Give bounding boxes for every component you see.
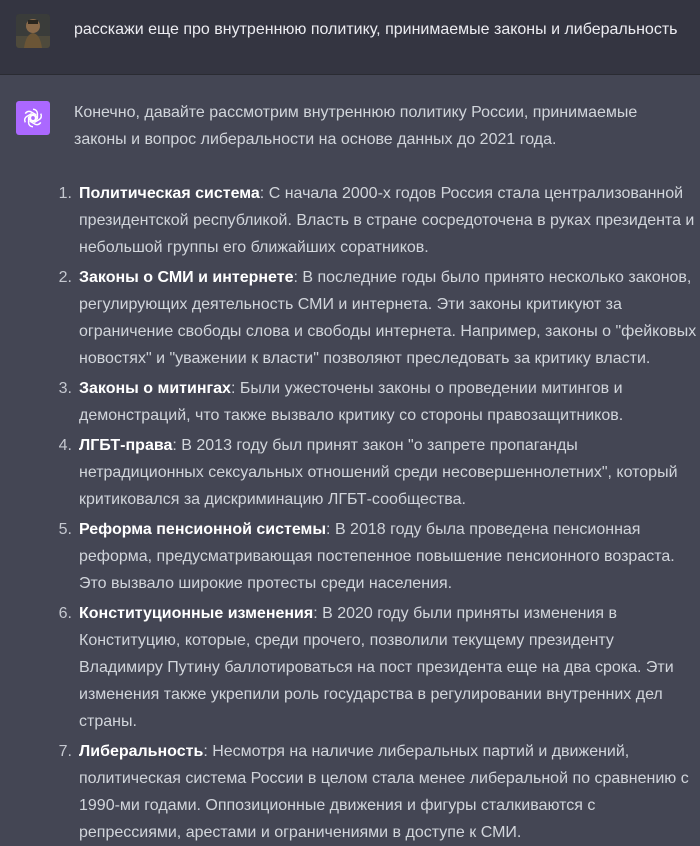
list-number: 5.: [58, 521, 72, 538]
list-item-term: Законы о СМИ и интернете: [79, 269, 294, 286]
assistant-message-content: [58, 99, 700, 846]
list-item: [58, 264, 700, 372]
user-message-text: расскажи еще про внутреннюю политику, принимаемые законы и либеральность: [74, 21, 678, 38]
user-message-row: [0, 0, 700, 75]
user-avatar-image: [16, 14, 50, 48]
openai-logo-icon: [21, 106, 45, 130]
list-item: [58, 432, 700, 513]
list-item: [58, 516, 700, 597]
list-number: 7.: [58, 743, 72, 760]
list-item-term: Конституционные изменения: [79, 605, 314, 622]
user-avatar: [16, 14, 50, 48]
list-item-term: Реформа пенсионной системы: [79, 521, 327, 538]
list-item: [58, 738, 700, 846]
list-item-text: : Несмотря на наличие либеральных партий и движений, политическая система России в целом стала менее либеральной по сравнению с 1990-ми годами. Оппозиционные движения и фигуры сталкиваются с репрессиями, арестами и ограничениями в доступе к СМИ.: [79, 743, 689, 841]
list-number: 1.: [58, 185, 72, 202]
policy-list: [58, 180, 700, 846]
list-item-term: ЛГБТ-права: [79, 437, 173, 454]
list-number: 4.: [58, 437, 72, 454]
list-item: [58, 180, 700, 261]
list-number: 2.: [58, 269, 72, 286]
list-item-text: : Были ужесточены законы о проведении митингов и демонстраций, что также вызвало критику со стороны правозащитников.: [79, 380, 624, 424]
list-item-text: : В 2018 году была проведена пенсионная реформа, предусматривающая постепенное повышение пенсионного возраста. Это вызвало широкие протесты среди населения.: [79, 521, 675, 592]
list-item-text: : В 2020 году были приняты изменения в Конституцию, которые, среди прочего, позволили текущему президенту Владимиру Путину баллотироваться на пост президента еще на два срока. Эти изменения также укрепили роль государства в регулировании внутренних дел страны.: [79, 605, 674, 730]
list-item: [58, 600, 700, 735]
list-item-text: : В 2013 году был принят закон "о запрете пропаганды нетрадиционных сексуальных отношений среди несовершеннолетних", который критиковался за дискриминацию ЛГБТ-сообщества.: [79, 437, 678, 508]
assistant-intro: Конечно, давайте рассмотрим внутреннюю политику России, принимаемые законы и вопрос либеральности на основе данных до 2021 года.: [74, 104, 638, 148]
list-number: 6.: [58, 605, 72, 622]
list-item-term: Законы о митингах: [79, 380, 231, 397]
list-item-term: Либеральность: [79, 743, 204, 760]
assistant-message-row: [0, 75, 700, 841]
list-item: [58, 375, 700, 429]
list-item-term: Политическая система: [79, 185, 260, 202]
list-item-text: : С начала 2000-х годов Россия стала централизованной президентской республикой. Власть в стране сосредоточена в руках президента и небольшой группы его ближайших соратников.: [79, 185, 695, 256]
list-number: 3.: [58, 380, 72, 397]
list-item-text: : В последние годы было принято несколько законов, регулирующих деятельность СМИ и интернета. Эти законы критикуют за ограничение свободы слова и свободы интернета. Например, законы о "фейковых новостях" и "уважении к власти" позволяют преследовать за критику власти.: [79, 269, 697, 367]
assistant-avatar: [16, 101, 50, 135]
